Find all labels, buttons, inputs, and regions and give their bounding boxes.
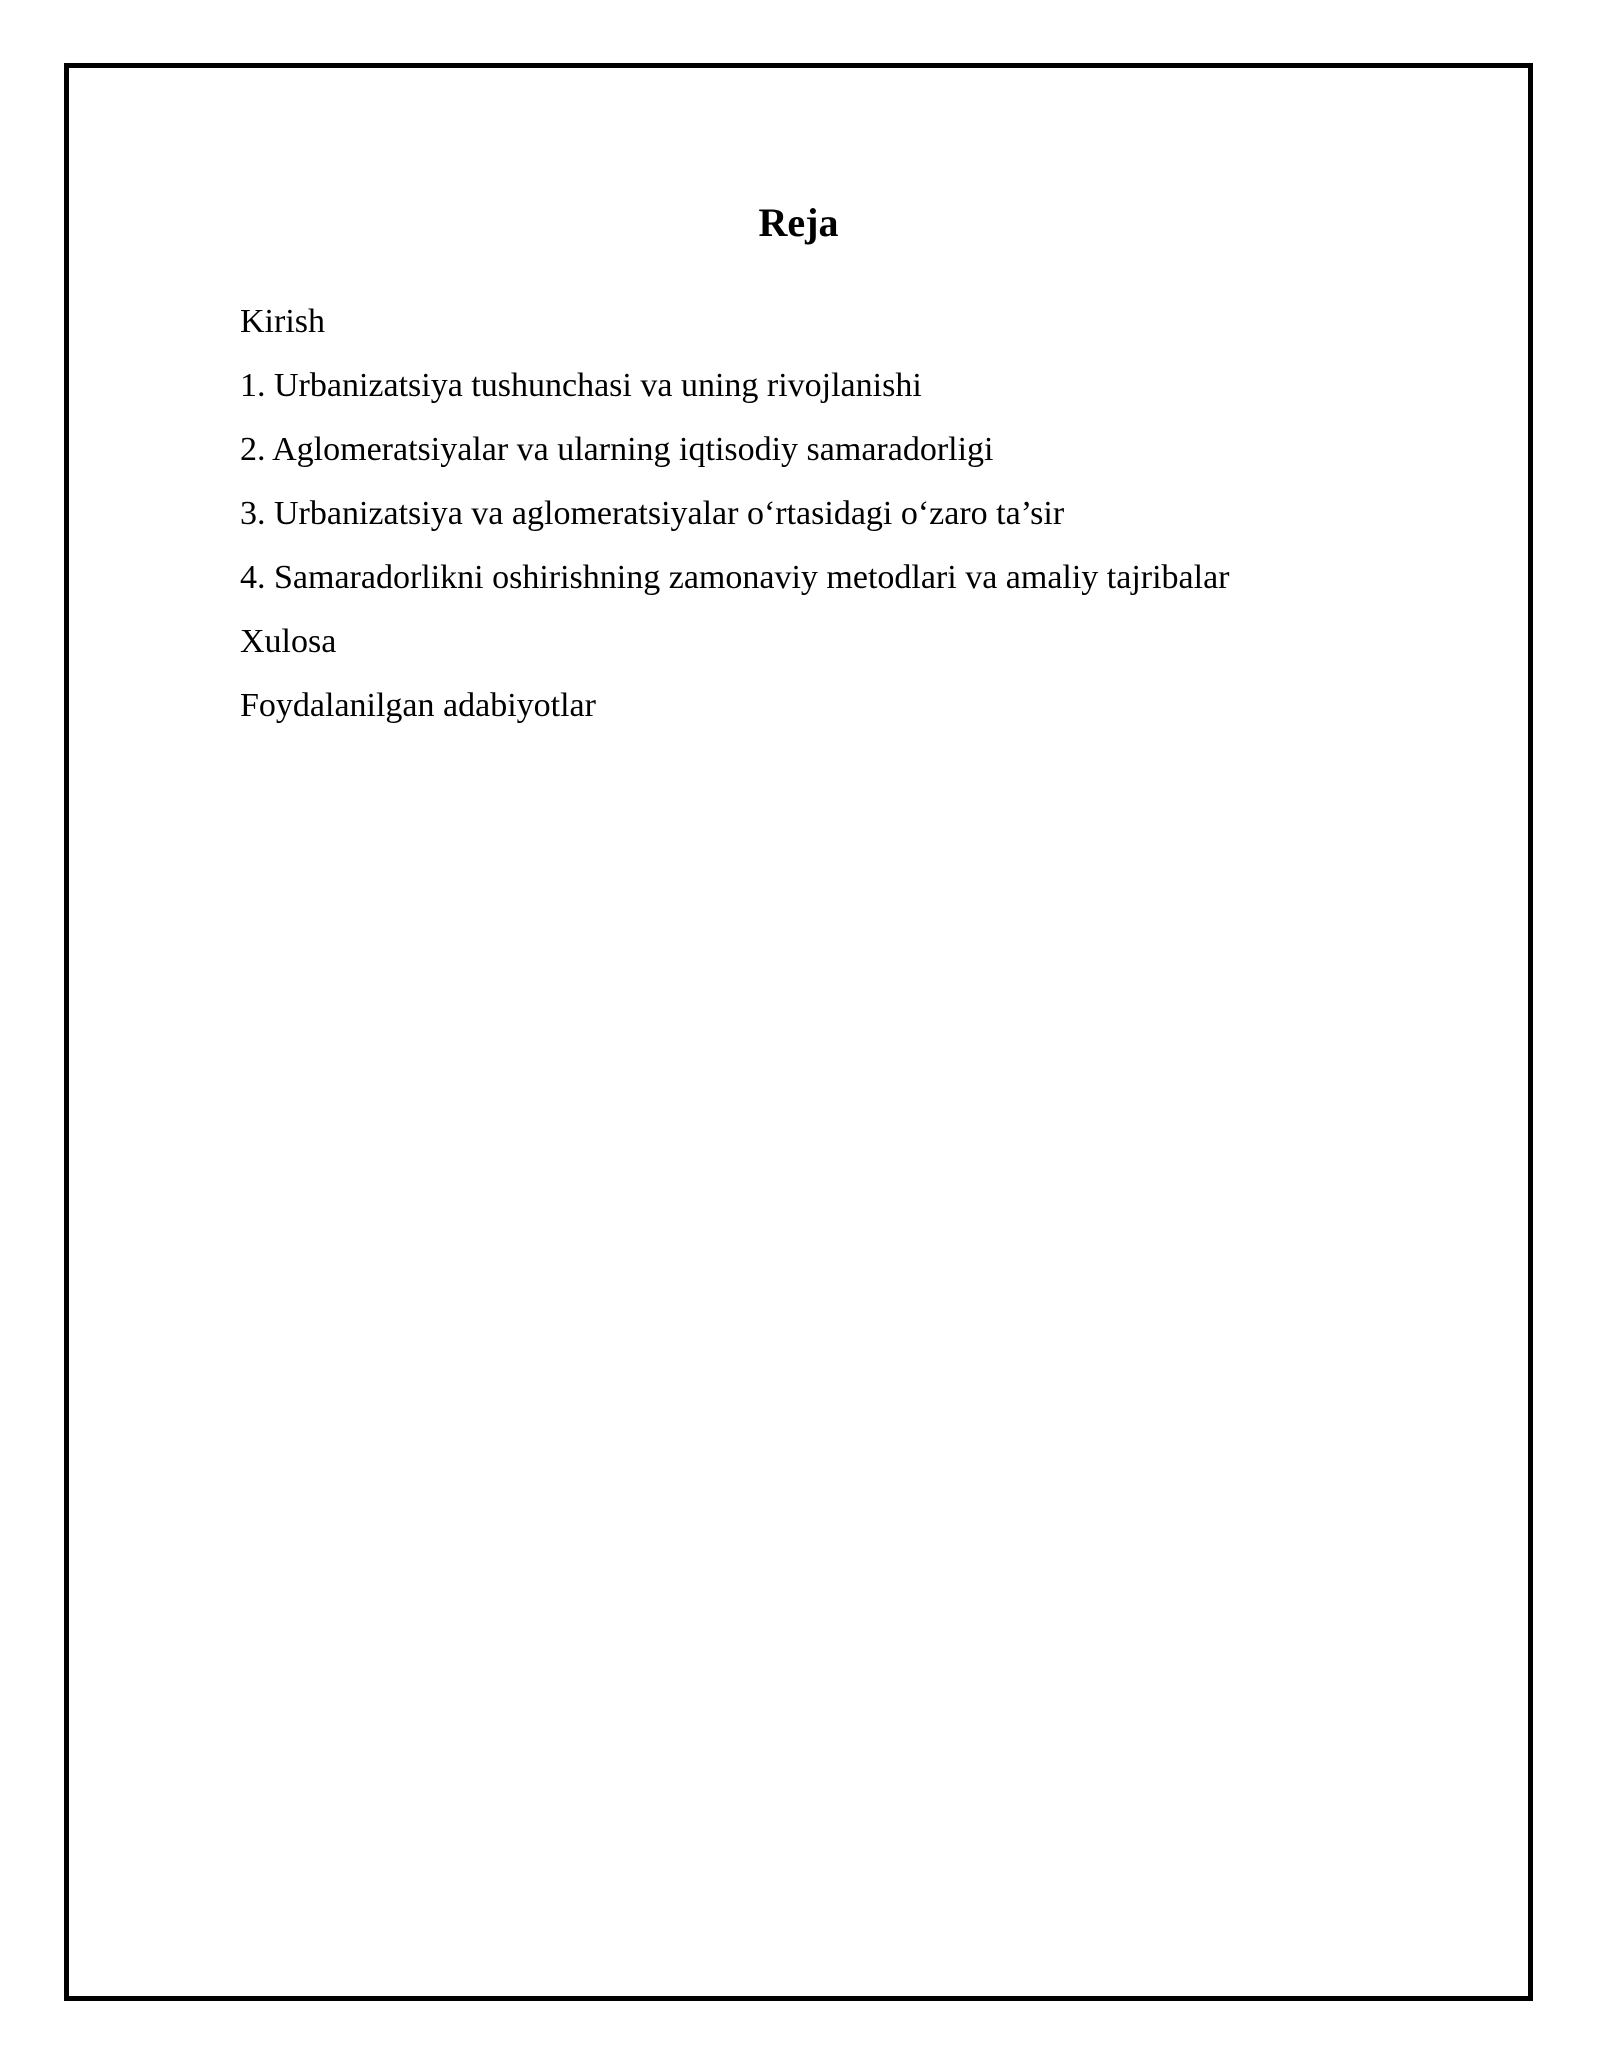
page-title: Reja — [758, 200, 839, 245]
page-border — [64, 63, 1533, 2001]
toc-item-references: Foydalanilgan adabiyotlar — [240, 687, 596, 724]
table-of-contents — [240, 290, 1230, 738]
toc-item-chapter-1: 1. Urbanizatsiya tushunchasi va uning rivojlanishi — [240, 367, 922, 404]
toc-item-chapter-3: 3. Urbanizatsiya va aglomeratsiyalar o‘rtasidagi o‘zaro ta’sir — [240, 495, 1065, 532]
toc-item-chapter-4: 4. Samaradorlikni oshirishning zamonaviy metodlari va amaliy tajribalar — [240, 559, 1230, 596]
toc-item-conclusion: Xulosa — [240, 623, 337, 660]
toc-item-chapter-2: 2. Aglomeratsiyalar va ularning iqtisodiy samaradorligi — [240, 431, 994, 468]
toc-item-introduction: Kirish — [240, 303, 325, 340]
